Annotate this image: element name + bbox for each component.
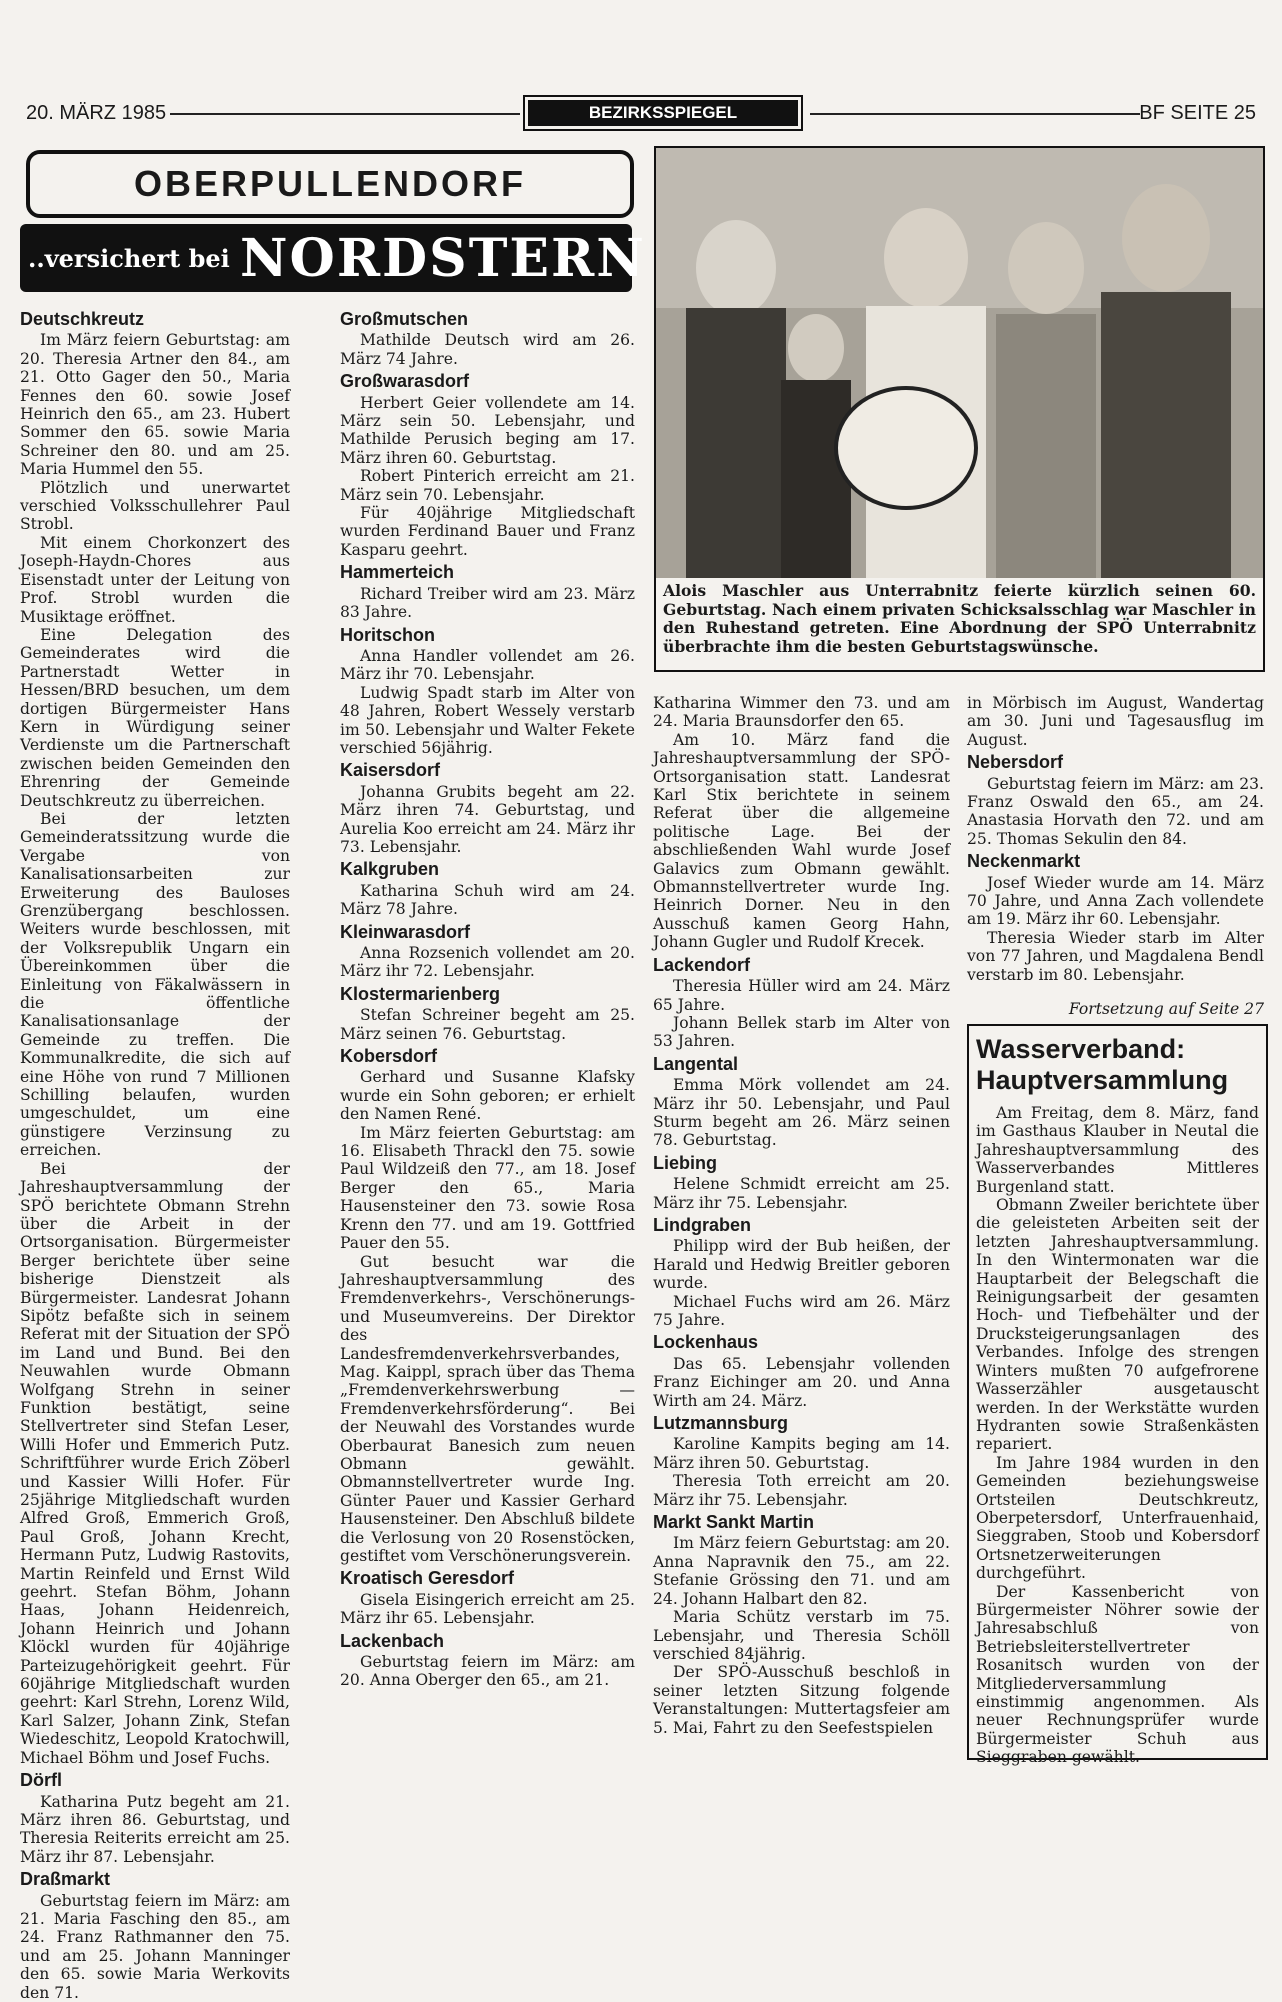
box-paragraph: Im Jahre 1984 wurden in den Gemeinden beziehungsweise Ortsteilen Deutschkreutz, Oberpetersdorf, Unterfrauenhaid, Sieggraben, Stoob und Kobersdorf Ortsnetzerweiterungen durchgeführt. [976,1453,1259,1583]
sponsor-banner [20,224,646,292]
continued-note-wrap [967,998,1264,1018]
box-paragraph: Der Kassenbericht von Bürgermeister Nöhrer sowie der Jahresabschluß von Betriebsleiterstellvertreter Rosanitsch wurden von der Mitgliederversammlung einstimmig angenommen. Als neuer Rechnungsprüfer wurde Bürgermeister Schuh aus Sieggraben gewählt. [976,1582,1259,1767]
paragraph: Herbert Geier vollendete am 14. März sein 50. Lebensjahr, und Mathilde Perusich beging am 17. März ihren 60. Geburtstag. [340,393,635,467]
paragraph: Gut besucht war die Jahreshauptversammlung des Fremdenverkehrs-, Verschönerungs- und Museumvereins. Der Direktor des Landesfremdenverkehrsverbandes, Mag. Kaippl, sprach über das Thema „Fremdenverkehrswerbung — Fremdenverkehrsförderung“. Bei der Neuwahl des Vorstandes wurde Oberbaurat Banesich zum neuen Obmann gewählt. Obmannstellvertreter wurde Ing. Günter Pauer und Kassier Gerhard Hausensteiner. Den Abschluß bildete die Verlosung von 20 Rosenstöcken, gestiftet vom Verschönerungsverein. [340,1252,635,1565]
paragraph: Theresia Wieder starb im Alter von 77 Jahren, und Magdalena Bendl verstarb im 80. Lebensjahr. [967,928,1264,984]
paragraph: Josef Wieder wurde am 14. März 70 Jahre, und Anna Zach vollendete am 19. März ihr 60. Lebensjahr. [967,873,1264,929]
paragraph: Im März feierten Geburtstag: am 16. Elisabeth Thrackl den 75. sowie Paul Wildzeiß den 77., am 18. Josef Berger den 65., Maria Hausensteiner den 73. sowie Rosa Krenn den 77. und am 19. Gottfried Pauer den 55. [340,1123,635,1253]
section-heading: Nebersdorf [967,752,1064,773]
section-heading: Horitschon [340,624,436,645]
paragraph: Gerhard und Susanne Klafsky wurde ein Sohn geboren; er erhielt den Namen René. [340,1068,635,1124]
paragraph: Gisela Eisingerich erreicht am 25. März ihr 65. Lebensjahr. [340,1590,635,1628]
section-heading: Kroatisch Geresdorf [340,1568,515,1589]
paragraph: Johann Bellek starb im Alter von 53 Jahren. [653,1013,950,1051]
section-heading: Kleinwarasdorf [340,921,471,942]
paragraph: Philipp wird der Bub heißen, der Harald und Hedwig Breitler geboren wurde. [653,1237,950,1293]
paragraph: Am 10. März fand die Jahreshauptversammlung der SPÖ-Ortsorganisation statt. Landesrat Karl Stix berichtete in seinem Referat über die allgemeine politische Lage. Bei der abschließenden Wahl wurde Josef Galavics zum Obmann gewählt. Obmannstellvertreter wurde Ing. Heinrich Dorner. Neu in den Ausschuß kamen Georg Hahn, Johann Gugler und Rudolf Krecek. [653,730,950,952]
paragraph: in Mörbisch im August, Wandertag am 30. Juni und Tagesausflug im August. [967,694,1264,749]
section-heading: Neckenmarkt [967,851,1081,872]
paragraph: Anna Rozsenich vollendet am 20. März ihr 72. Lebensjahr. [340,944,635,981]
paragraph: Katharina Putz begeht am 21. März ihren 86. Geburtstag, und Theresia Reiterits erreicht am 25. März ihr 87. Lebensjahr. [20,1792,290,1866]
section-heading: Lackenbach [340,1630,445,1651]
paragraph: Bei der letzten Gemeinderatssitzung wurde die Vergabe von Kanalisationsarbeiten zur Erweiterung des Bauloses Grenzübergang beschlossen. Weiters wurde beschlossen, mit der Volksrepublik Ungarn ein Übereinkommen über die Einleitung von Fäkalwässern in die öffentliche Kanalisationsanlage der Gemeinde zu treffen. Die Kommunalkredite, die sich auf eine Höhe von rund 7 Millionen Schilling belaufen, wurden umgeschuldet, um eine günstigere Verzinsung zu erreichen. [20,809,290,1160]
paragraph: Katharina Wimmer den 73. und am 24. Maria Braunsdorfer den 65. [653,694,950,731]
paragraph: Das 65. Lebensjahr vollenden Franz Eichinger am 20. und Anna Wirth am 24. März. [653,1354,950,1410]
section-heading: Kaisersdorf [340,760,441,781]
paragraph: Johanna Grubits begeht am 22. März ihren 74. Geburtstag, und Aurelia Koo erreicht am 24. März ihr 73. Lebensjahr. [340,782,635,856]
page-header [20,100,1262,130]
town-title: OBERPULLENDORF [26,150,634,218]
section-heading: Lutzmannsburg [653,1413,788,1434]
paragraph: Mit einem Chorkonzert des Joseph-Haydn-Chores aus Eisenstadt unter der Leitung von Prof. Strobl wurden die Musiktage eröffnet. [20,533,290,626]
paragraph: Geburtstag feiern im März: am 21. Maria Fasching den 85., am 24. Franz Rathmanner den 75. und am 25. Johann Manninger den 65. sowie Maria Werkovits den 71. [20,1891,290,2002]
sponsor-brand: NORDSTERN [240,228,646,289]
paragraph: Karoline Kampits beging am 14. März ihren 50. Geburtstag. [653,1435,950,1472]
column-2 [340,306,635,1690]
section-heading: Hammerteich [340,562,455,583]
section-heading: Draßmarkt [20,1869,111,1890]
header-rule-right [810,113,1140,115]
paragraph: Bei der Jahreshauptversammlung der SPÖ berichtete Obmann Strehn über die Arbeit in der Ortsorganisation. Bürgermeister Berger berichtete über seine bisherige Dienstzeit als Bürgermeister. Landesrat Johann Sipötz befaßte sich in seinem Referat mit der Situation der SPÖ im Land und Bund. Bei den Neuwahlen wurde Obmann Wolfgang Strehn in seiner Funktion bestätigt, seine Stellvertreter sind Stefan Leser, Willi Hofer und Emmerich Putz. Schriftführer wurde Erich Zöberl und Kassier Willi Hofer. Für 25jährige Mitgliedschaft wurden Alfred Groß, Emmerich Groß, Paul Groß, Johann Krecht, Hermann Putz, Ludwig Rastovits, Martin Reinfeld und Ernst Wild geehrt. Stefan Böhm, Johann Haas, Johann Heidenreich, Johann Heinrich und Johann Klöckl wurden für 40jährige Parteizugehörigkeit geehrt. Für 60jährige Mitgliedschaft wurden geehrt: Karl Strehn, Lorenz Wild, Karl Salzer, Johann Zink, Stefan Wiedeschitz, Leopold Kratochwill, Michael Böhm und Josef Fuchs. [20,1159,290,1767]
box-paragraph: Am Freitag, dem 8. März, fand im Gasthaus Klauber in Neutal die Jahreshauptversammlung des Wasserverbandes Mittleres Burgenland statt. [976,1104,1259,1196]
column-1 [20,306,290,2002]
paragraph: Helene Schmidt erreicht am 25. März ihr 75. Lebensjahr. [653,1175,950,1212]
paragraph: Plötzlich und unerwartet verschied Volksschullehrer Paul Strobl. [20,478,290,534]
news-photo [654,146,1265,582]
paragraph: Im März feiern Geburtstag: am 20. Theresia Artner den 84., am 21. Otto Gager den 50., Maria Fennes den 60. sowie Josef Heinrich den 65., am 23. Hubert Sommer den 65. sowie Maria Schreiner den 80. und am 25. Maria Hummel den 55. [20,331,290,479]
section-heading: Lockenhaus [653,1332,759,1353]
paragraph: Richard Treiber wird am 23. März 83 Jahre. [340,584,635,622]
section-heading: Deutschkreutz [20,309,145,329]
photo-caption: Alois Maschler aus Unterrabnitz feierte kürzlich seinen 60. Geburtstag. Nach einem privaten Schicksalsschlag war Maschler in den Ruhestand getreten. Eine Abordnung der SPÖ Unterrabnitz überbrachte ihm die besten Geburtstagswünsche. [654,578,1265,672]
paragraph: Robert Pinterich erreicht am 21. März sein 70. Lebensjahr. [340,467,635,504]
paragraph: Emma Mörk vollendet am 24. März ihr 50. Lebensjahr, und Paul Sturm begeht am 26. März seinen 78. Geburtstag. [653,1076,950,1150]
header-rule-left [170,113,520,115]
issue-date: 20. MÄRZ 1985 [26,102,167,124]
section-heading: Langental [653,1053,739,1074]
box-paragraph: Obmann Zweiler berichtete über die geleisteten Arbeiten seit der letzten Jahreshauptversammlung. In den Wintermonaten war die Hauptarbeit der Belegschaft die Reinigungsarbeit der gesamten Hoch- und Tiefbehälter und der Drucksteigerungsanlagen des Verbandes. Infolge des strengen Winters mußten 70 aufgefrorene Wasserzähler ausgetauscht werden. In der Werkstätte wurden Hydranten sowie Straßenkästen repariert. [976,1196,1259,1454]
section-heading: Großwarasdorf [340,371,470,392]
section-heading: Kobersdorf [340,1046,438,1067]
section-label: BEZIRKSSPIEGEL [528,100,798,126]
paragraph: Mathilde Deutsch wird am 26. März 74 Jahre. [340,331,635,368]
paragraph: Im März feiern Geburtstag: am 20. Anna Napravnik den 75., am 22. Stefanie Grössing den 71. und am 24. Johann Halbart den 82. [653,1534,950,1608]
paragraph: Theresia Toth erreicht am 20. März ihr 75. Lebensjahr. [653,1472,950,1509]
paragraph: Katharina Schuh wird am 24. März 78 Jahre. [340,881,635,919]
photo-illustration [656,148,1263,580]
section-heading: Lindgraben [653,1214,751,1235]
wasserverband-box [967,1024,1268,1767]
section-heading: Kalkgruben [340,859,440,880]
paragraph: Geburtstag feiern im März: am 20. Anna Oberger den 65., am 21. [340,1653,635,1690]
section-heading: Liebing [653,1152,717,1173]
box-body [976,1104,1259,1767]
paragraph: Für 40jährige Mitgliedschaft wurden Ferdinand Bauer und Franz Kasparu geehrt. [340,504,635,559]
section-heading: Großmutschen [340,309,469,329]
paragraph: Anna Handler vollendet am 26. März ihr 70. Lebensjahr. [340,646,635,684]
paragraph: Theresia Hüller wird am 24. März 65 Jahre. [653,977,950,1014]
paragraph: Stefan Schreiner begeht am 25. März seinen 76. Geburtstag. [340,1006,635,1043]
page-number: BF SEITE 25 [1139,102,1256,124]
box-title: Wasserverband: Hauptversammlung [976,1034,1229,1095]
paragraph: Geburtstag feiern im März: am 23. Franz Oswald den 65., am 24. Anastasia Horvath den 72. und am 25. Thomas Sekulin den 84. [967,774,1264,848]
paragraph: Ludwig Spadt starb im Alter von 48 Jahren, Robert Wessely verstarb im 50. Lebensjahr und Walter Fekete verschied 56jährig. [340,683,635,757]
paragraph: Michael Fuchs wird am 26. März 75 Jahre. [653,1292,950,1329]
sponsor-prefix: ..versichert bei [28,244,230,273]
section-heading: Lackendorf [653,954,751,975]
section-heading: Markt Sankt Martin [653,1512,815,1533]
column-4 [967,694,1264,984]
column-3 [653,694,950,1737]
section-heading: Klostermarienberg [340,983,501,1004]
paragraph: Der SPÖ-Ausschuß beschloß in seiner letzten Sitzung folgende Veranstaltungen: Muttertagsfeier am 5. Mai, Fahrt zu den Seefestspielen [653,1663,950,1737]
paragraph: Maria Schütz verstarb im 75. Lebensjahr, und Theresia Schöll verschied 84jährig. [653,1608,950,1663]
section-heading: Dörfl [20,1770,62,1791]
paragraph: Eine Delegation des Gemeinderates wird die Partnerstadt Wetter in Hessen/BRD besuchen, um dem dortigen Bürgermeister Hans Kern in Würdigung seiner Verdienste um die Partnerschaft zwischen beiden Gemeinden den Ehrenring der Gemeinde Deutschkreutz zu überreichen. [20,625,290,810]
continued-note: Fortsetzung auf Seite 27 [1068,1000,1264,1018]
